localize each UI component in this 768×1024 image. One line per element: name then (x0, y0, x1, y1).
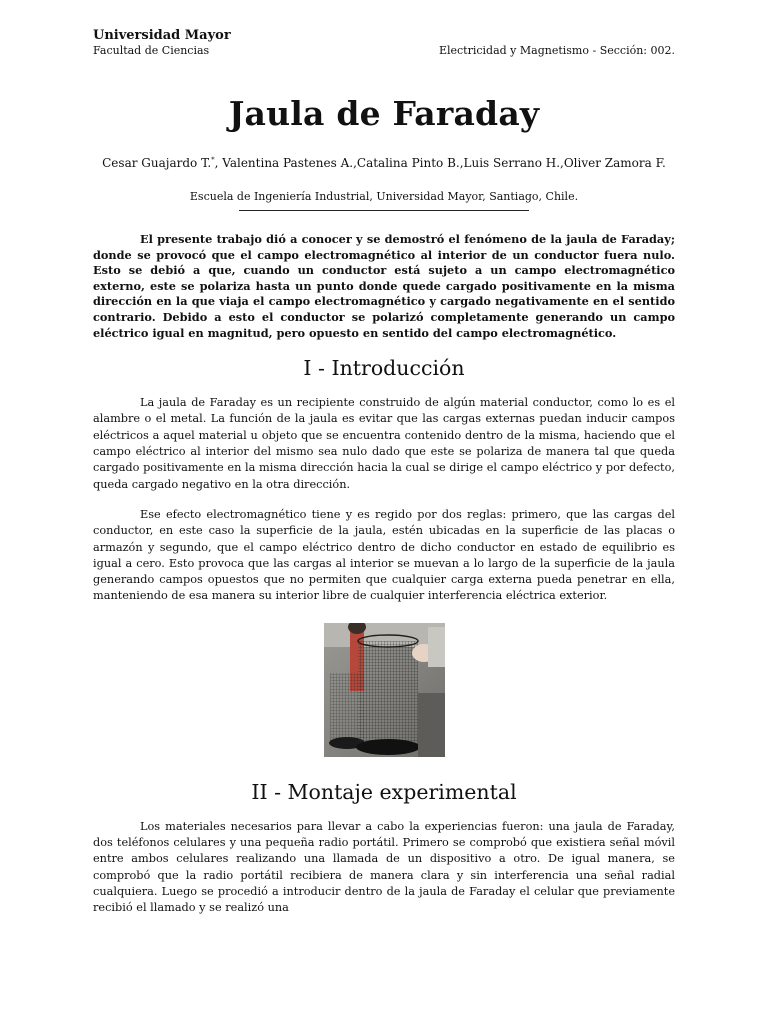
faraday-cage-photo (324, 623, 445, 757)
author-list (93, 152, 675, 171)
author-first: Cesar Guajardo T. (102, 156, 212, 170)
paper-page (93, 28, 675, 928)
affiliation: Escuela de Ingeniería Industrial, Universidad Mayor, Santiago, Chile. (189, 190, 579, 203)
section-title-setup: II - Montaje experimental (251, 779, 517, 804)
section-title-introduction: I - Introducción (303, 356, 465, 381)
intro-paragraph-2: Ese efecto electromagnético tiene y es regido por dos reglas: primero, que las cargas del conductor, en este caso la superficie de la jaula, estén ubicadas en la superficie de las placas o armazón y segundo, que el campo eléctrico dentro de dicho conductor en estado de equilibrio es igual a cero. Esto provoca que las cargas al interior se muevan a lo largo de la superficie de la jaula generando campos opuestos que no permiten que cualquier carga externa pueda penetrar en ella, manteniendo de esa manera su interior libre de cualquier interferencia eléctrica exterior. (93, 507, 675, 603)
header-university: Universidad Mayor (93, 28, 231, 43)
header-faculty: Facultad de Ciencias (93, 44, 210, 57)
author-rest: , Valentina Pastenes A.,Catalina Pinto B.,Luis Serrano H.,Oliver Zamora F. (214, 156, 666, 170)
header-course: Electricidad y Magnetismo - Sección: 002. (438, 44, 675, 57)
corresponding-author-mark: * (211, 156, 215, 164)
header-row (93, 44, 675, 58)
intro-paragraph-1: La jaula de Faraday es un recipiente construido de algún material conductor, como lo es el alambre o el metal. La función de la jaula es evitar que las cargas externas puedan inducir campos eléctricos a aquel material u objeto que se encuentra contenido dentro de la misma, haciendo que el campo eléctrico al interior del mismo sea nulo dado que este se polariza de manera tal que queda cargado positivamente en la misma dirección hacia la cual se dirige el campo eléctrico y por defecto, queda cargado negativo en la otra dirección. (93, 396, 675, 491)
setup-paragraph-1: Los materiales necesarios para llevar a cabo la experiencias fueron: una jaula de Faraday, dos teléfonos celulares y una pequeña radio portátil. Primero se comprobó que existiera señal móvil entre ambos celulares realizando una llamada de un dispositivo a otro. De igual manera, se comprobó que la radio portátil recibiera de manera clara y sin interferencia una señal radial cualquiera. Luego se procedió a introducir dentro de la jaula de Faraday el celular que previamente recibió el llamado y se realizó una (93, 819, 675, 915)
paper-title: Jaula de Faraday (228, 94, 540, 133)
affiliation-divider (239, 210, 529, 211)
faraday-cage-photo-drawing (324, 623, 445, 757)
figure-container (93, 623, 675, 757)
abstract: El presente trabajo dió a conocer y se demostró el fenómeno de la jaula de Faraday; donde se provocó que el campo electromagnético al interior de un conductor fuera nulo. Esto se debió a que, cuando un conductor está sujeto a un campo electromagnético externo, este se polariza hasta un punto donde quede cargado positivamente en la misma dirección en la que viaja el campo electromagnético y cargado negativamente en el sentido contrario. Debido a esto el conductor se polarizó completamente generando un campo eléctrico igual en magnitud, pero opuesto en sentido del campo electromagnético. (93, 232, 675, 340)
